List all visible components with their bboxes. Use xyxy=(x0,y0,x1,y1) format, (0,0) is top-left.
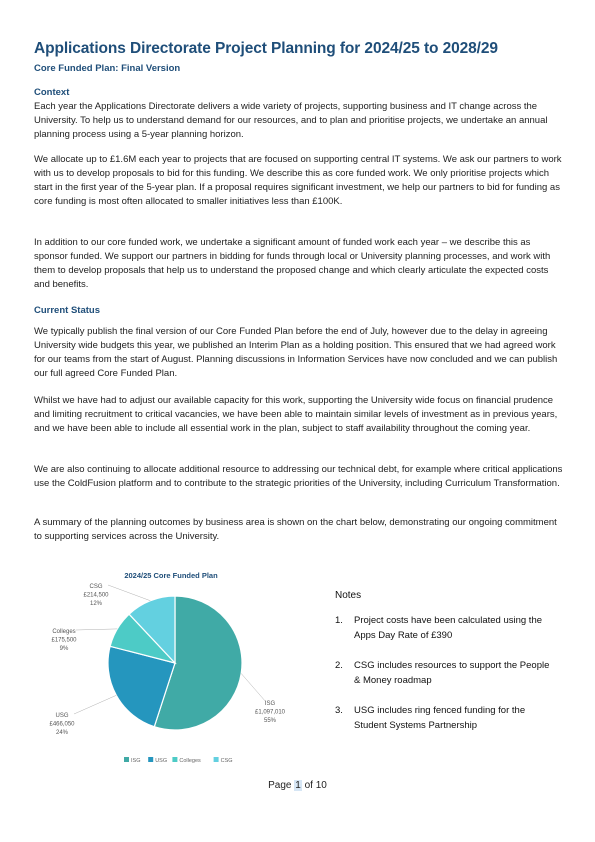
note-item xyxy=(335,613,550,643)
note-number: 2. xyxy=(335,660,343,671)
legend-swatch xyxy=(172,757,177,762)
document-subtitle: Core Funded Plan: Final Version xyxy=(34,63,181,74)
context-heading: Context xyxy=(34,87,70,98)
slice-leader-line xyxy=(76,629,117,630)
legend-swatch xyxy=(148,757,153,762)
slice-label-colleges: Colleges £175,500 9% xyxy=(51,629,77,652)
legend-swatch xyxy=(214,757,219,762)
slice-leader-line xyxy=(108,585,150,601)
document-title: Applications Directorate Project Planning for 2024/25 to 2028/29 xyxy=(34,40,498,57)
status-paragraph: We are also continuing to allocate additional resource to addressing our technical debt, for example where critical applications use the ColdFusion platform and to contribute to the strategic priorities of the University, including Curriculum Transformation. xyxy=(34,464,563,490)
slice-leader-line xyxy=(241,674,266,703)
page-current-number: 1 xyxy=(295,780,301,791)
legend-label: ISG xyxy=(131,758,141,764)
context-paragraph: Each year the Applications Directorate delivers a wide variety of projects, supporting business and IT change across the University. To help us to understand demand for our resources, and to plan and prioritise projects, we undertake an annual planning process using a 5-year planning horizon. xyxy=(34,101,548,141)
context-paragraph: We allocate up to £1.6M each year to projects that are focused on supporting central IT systems. We ask our partners to work with us to develop proposals to bid for this funding. We describe this as core funded work. We only prioritise projects which start in the first year of the 5-year plan. If a proposal requires significant investment, we help our partners to bid for funding as core funding is most often allocated to smaller initiatives less than £100K. xyxy=(34,154,562,208)
status-paragraph: Whilst we have had to adjust our available capacity for this work, supporting the University wide focus on financial prudence and limiting recruitment to critical vacancies, we have been able to maintain similar levels of investment as in previous years, and we have been able to include all essential work in the plan, subject to staff availability throughout the coming year. xyxy=(34,395,558,435)
legend-label: Colleges xyxy=(179,758,201,764)
note-number: 1. xyxy=(335,615,343,626)
legend-label: USG xyxy=(155,758,168,764)
slice-label-usg: USG £466,050 24% xyxy=(49,713,75,736)
slice-label-isg: ISG £1,097,010 55% xyxy=(254,701,286,724)
note-text: USG includes ring fenced funding for the Student Systems Partnership xyxy=(354,705,526,731)
note-number: 3. xyxy=(335,705,343,716)
slice-leader-line xyxy=(74,695,116,714)
note-text: Project costs have been calculated using the Apps Day Rate of £390 xyxy=(354,615,543,641)
notes-heading: Notes xyxy=(335,590,362,601)
page-footer xyxy=(0,780,595,791)
status-heading: Current Status xyxy=(34,305,100,316)
pie-chart xyxy=(40,565,310,775)
page-total: of 10 xyxy=(301,780,327,791)
status-paragraph: We typically publish the final version of our Core Funded Plan before the end of July, however due to the delay in agreeing University wide budgets this year, we published an Interim Plan as a holding position. This ensured that we had agreed work for our teams from the start of August. Planning discussions in Information Services have now concluded and we can publish our full agreed Core Funded Plan. xyxy=(34,326,558,380)
note-text: CSG includes resources to support the People & Money roadmap xyxy=(354,660,550,686)
slice-label-csg: CSG £214,500 12% xyxy=(83,584,109,607)
legend-label: CSG xyxy=(220,758,233,764)
context-paragraph: In addition to our core funded work, we undertake a significant amount of funded work each year – we describe this as sponsor funded. We support our partners in bidding for funds through local or University planning processes, and work with them to develop proposals that help us to understand the proposed change and which clearly articulate the expected costs and benefits. xyxy=(34,237,551,291)
chart-title: 2024/25 Core Funded Plan xyxy=(124,571,218,580)
note-item xyxy=(335,658,550,688)
page-label: Page xyxy=(268,780,295,791)
note-item xyxy=(335,703,550,733)
status-paragraph: A summary of the planning outcomes by business area is shown on the chart below, demonstrating our ongoing commitment to supporting services across the University. xyxy=(34,517,557,543)
legend-swatch xyxy=(124,757,129,762)
